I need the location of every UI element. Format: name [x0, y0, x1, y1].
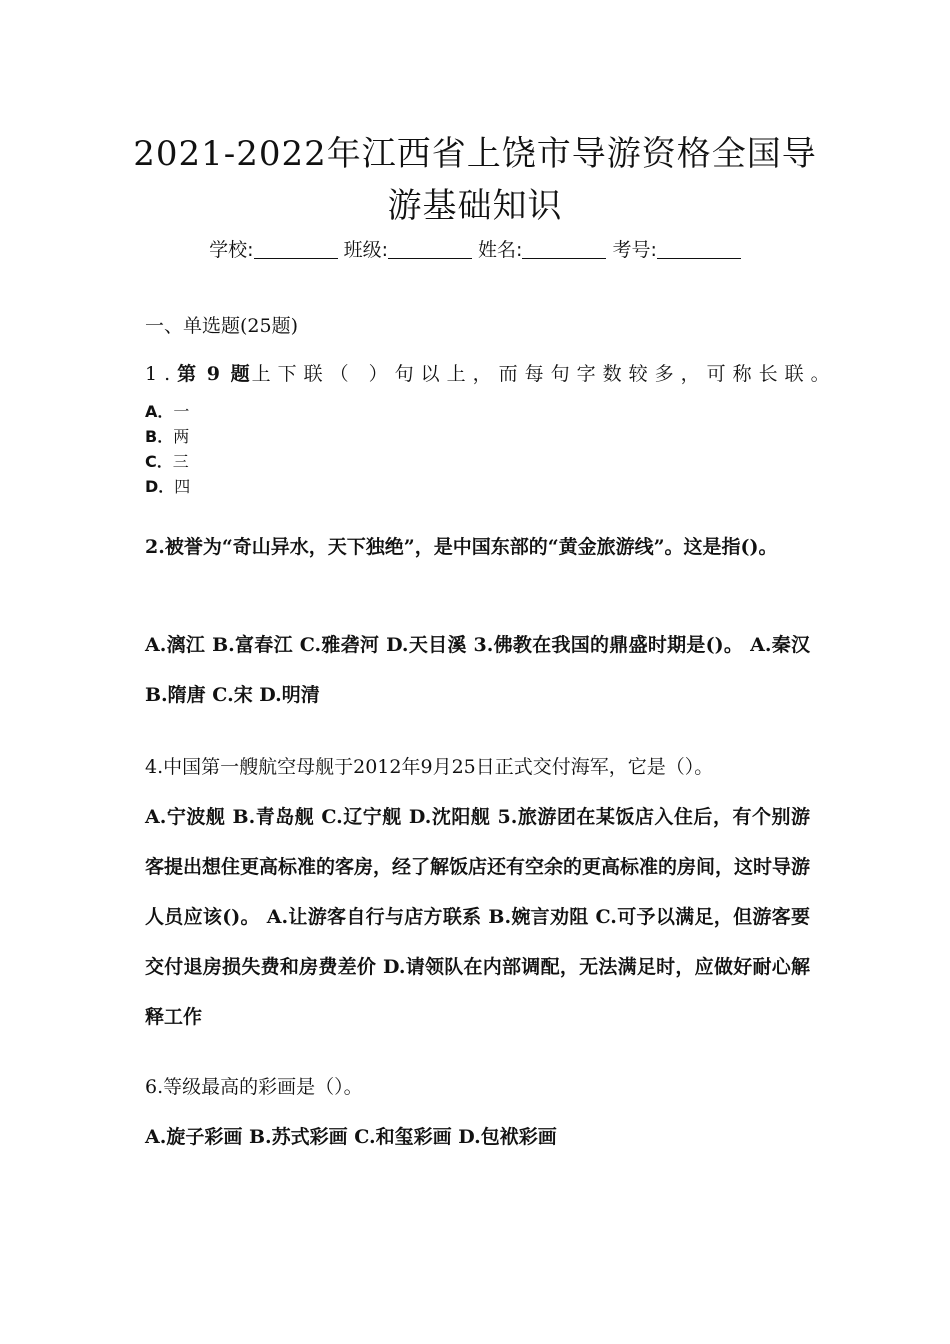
name-label: 姓名:: [478, 239, 523, 261]
question-2-options-and-question-3: A.漓江 B.富春江 C.雅砻河 D.天目溪 3.佛教在我国的鼎盛时期是()。 A.秦汉 B.隋唐 C.宋 D.明清: [145, 634, 810, 706]
student-info-line: [0, 236, 950, 264]
question-6-options: A.旋子彩画 B.苏式彩画 C.和玺彩画 D.包袱彩画: [145, 1126, 557, 1148]
document-title: 2021-2022年江西省上饶市导游资格全国导游基础知识: [133, 134, 817, 226]
option-c[interactable]: C．三: [145, 452, 189, 471]
question-1-text: 上下联（ ）句以上，而每句字数较多，可称长联。: [251, 363, 837, 385]
question-4-options-and-question-5: A.宁波舰 B.青岛舰 C.辽宁舰 D.沈阳舰 5.旅游团在某饭店入住后，有个别游客提出想住更高标准的客房，经了解饭店还有空余的更高标准的房间，这时导游人员应该()。 A.让游客自行与店方联系 B.婉言劝阻 C.可予以满足，但游客要交付退房损失费和房费差价 D.请领队在内部调配，无法满足时，应做好耐心解释工作: [145, 806, 811, 1028]
exam-no-blank[interactable]: [657, 238, 741, 259]
name-blank[interactable]: [522, 238, 606, 259]
question-2: 2.被誉为“奇山异水，天下独绝”，是中国东部的“黄金旅游线”。这是指()。: [145, 536, 778, 558]
school-label: 学校:: [209, 239, 254, 261]
option-b[interactable]: B．两: [145, 427, 190, 446]
question-1-number: 1.: [145, 363, 178, 385]
question-6: 6.等级最高的彩画是（）。: [145, 1076, 363, 1098]
class-label: 班级:: [343, 239, 388, 261]
question-1: [145, 360, 837, 388]
exam-no-label: 考号:: [612, 239, 657, 261]
section-heading: 一、单选题(25题): [145, 315, 299, 337]
option-a[interactable]: A．一: [145, 402, 190, 421]
question-4: 4.中国第一艘航空母舰于2012年9月25日正式交付海军，它是（）。: [145, 756, 714, 778]
school-blank[interactable]: [254, 238, 338, 259]
class-blank[interactable]: [388, 238, 472, 259]
option-d[interactable]: D．四: [145, 477, 191, 496]
question-1-options: [145, 400, 190, 500]
question-1-tag: 第 9 题: [177, 363, 252, 385]
